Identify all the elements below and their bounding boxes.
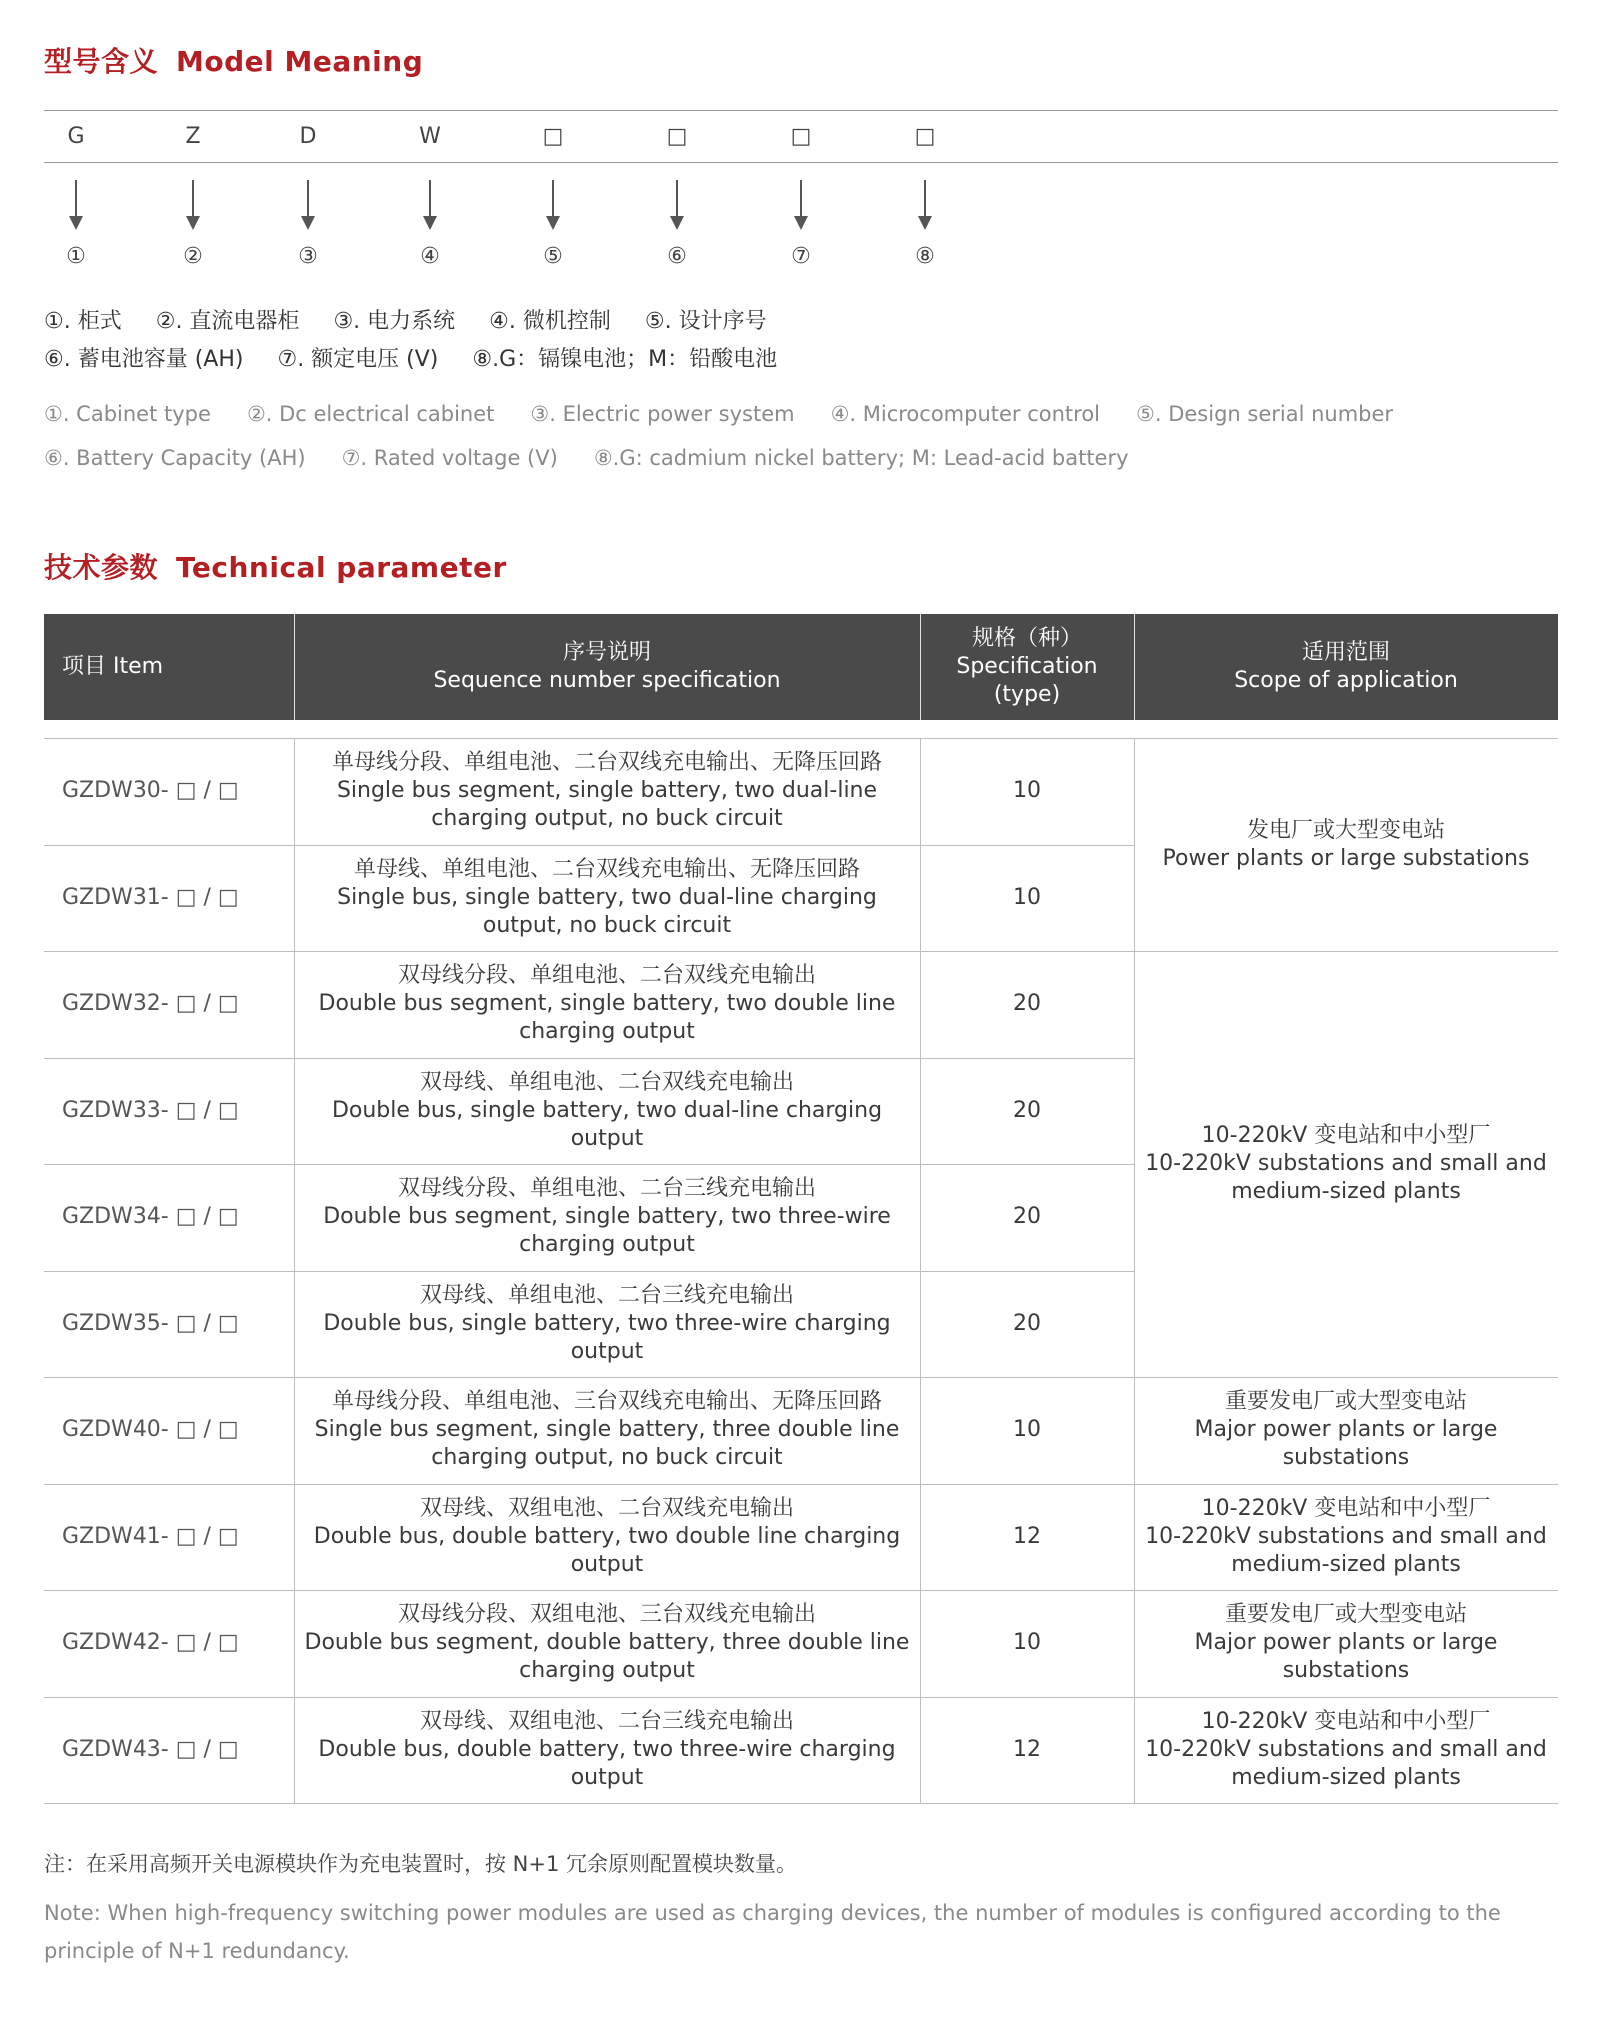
legend-cn-2: ②. 直流电器柜 [155, 309, 300, 334]
down-arrow-icon [420, 180, 440, 232]
sequence-text-cn: 双母线、单组电池、二台三线充电输出 [419, 1282, 794, 1308]
header-sequence [294, 614, 920, 720]
legend-en-row-2 [44, 446, 1165, 470]
model-code-letter: □ [914, 124, 936, 149]
legend-en-row-1 [44, 402, 1429, 426]
sequence-text-cn: 双母线、单组电池、二台双线充电输出 [419, 1069, 794, 1095]
sequence-text-en1: Double bus, double battery, two three-wire charging [318, 1736, 896, 1762]
scope-text-en1: 10-220kV substations and small and [1145, 1736, 1547, 1762]
sequence-text-en2: charging output, no buck circuit [431, 806, 783, 832]
model-code-number: ④ [420, 244, 440, 269]
sequence-text-cn: 单母线分段、单组电池、三台双线充电输出、无降压回路 [331, 1389, 882, 1415]
sequence-text-cn: 单母线分段、单组电池、二台双线充电输出、无降压回路 [331, 750, 882, 776]
model-code-letter: W [419, 124, 441, 149]
sequence-text-en1: Double bus segment, single battery, two three-wire [323, 1204, 891, 1230]
scope-text-en2: substations [1282, 1445, 1410, 1471]
scope-text-en1: Power plants or large substations [1162, 845, 1530, 871]
model-meaning-title-cn: 型号含义 [44, 45, 159, 78]
sequence-text-en2: charging output [519, 1232, 695, 1258]
cell-item: GZDW35- □ / □ [62, 1310, 239, 1336]
sequence-text-cn: 双母线分段、单组电池、二台双线充电输出 [397, 963, 816, 989]
scope-text-cn: 10-220kV 变电站和中小型厂 [1201, 1708, 1491, 1734]
cell-sequence [294, 1590, 920, 1697]
table-row [44, 1590, 1134, 1697]
cell-specification: 12 [1013, 1736, 1041, 1762]
header-scope [1134, 614, 1558, 720]
sequence-text-en1: Double bus, single battery, two three-wire charging [323, 1310, 891, 1336]
table-row [44, 1058, 1134, 1165]
scope-text-cn: 重要发电厂或大型变电站 [1224, 1602, 1467, 1628]
cell-specification: 10 [1013, 1630, 1041, 1656]
sequence-text-en1: Double bus segment, double battery, three double line [304, 1630, 910, 1656]
legend-en-5: ⑤. Design serial number [1136, 402, 1394, 426]
cell-item: GZDW41- □ / □ [62, 1523, 239, 1549]
cell-specification: 10 [1013, 884, 1041, 910]
cell-item: GZDW32- □ / □ [62, 991, 239, 1017]
table-row [44, 1377, 1134, 1484]
note-en: Note: When high-frequency switching power modules are used as charging devices, the number of modules is configured according to the principle of N+1 redundancy. [44, 1901, 1501, 1963]
cell-scope [1134, 1484, 1558, 1591]
header-item [44, 614, 294, 720]
legend-en-4: ④. Microcomputer control [830, 402, 1101, 426]
scope-text-en1: Major power plants or large [1194, 1417, 1498, 1443]
sequence-text-en1: Double bus, single battery, two dual-line charging [331, 1097, 883, 1123]
model-code-letter: Z [185, 124, 201, 149]
table-row [44, 845, 1134, 952]
legend-en-1: ①. Cabinet type [44, 402, 211, 426]
cell-sequence [294, 1058, 920, 1165]
model-code-number: ① [66, 244, 86, 269]
cell-item: GZDW31- □ / □ [62, 884, 239, 910]
cell-sequence [294, 951, 920, 1058]
table-row [44, 1164, 1134, 1271]
table-column-line [294, 738, 295, 1803]
scope-text-cn: 发电厂或大型变电站 [1246, 817, 1445, 843]
down-arrow-icon [183, 180, 203, 232]
cell-specification: 20 [1013, 991, 1041, 1017]
sequence-text-en2: output [570, 1551, 644, 1577]
legend-cn-8: ⑧.G：镉镍电池；M：铅酸电池 [472, 347, 778, 372]
model-meaning-title-en: Model Meaning [176, 45, 424, 78]
sequence-text-en1: Single bus segment, single battery, two dual-line [336, 778, 878, 804]
table-row [44, 1484, 1134, 1591]
header-spec-cn: 规格（种） [971, 626, 1082, 651]
header-specification [920, 614, 1134, 720]
legend-cn-3: ③. 电力系统 [333, 309, 456, 334]
sequence-text-en2: charging output, no buck circuit [431, 1445, 783, 1471]
cell-scope [1134, 1590, 1558, 1697]
model-code-number: ⑤ [543, 244, 563, 269]
header-item-label: 项目 Item [62, 654, 164, 679]
sequence-text-cn: 双母线分段、单组电池、二台三线充电输出 [397, 1176, 816, 1202]
down-arrow-icon [543, 180, 563, 232]
scope-text-en2: substations [1282, 1658, 1410, 1684]
legend-en-6: ⑥. Battery Capacity (AH) [44, 446, 306, 470]
scope-text-en1: 10-220kV substations and small and [1145, 1523, 1547, 1549]
header-scope-en: Scope of application [1234, 668, 1458, 693]
cell-specification: 10 [1013, 778, 1041, 804]
table-row [44, 1697, 1134, 1804]
legend-cn-5: ⑤. 设计序号 [644, 309, 767, 334]
legend-cn-row-1 [44, 304, 801, 335]
sequence-text-en1: Double bus, double battery, two double line charging [313, 1523, 901, 1549]
scope-text-en1: Major power plants or large [1194, 1630, 1498, 1656]
cell-sequence [294, 738, 920, 845]
table-row [44, 738, 1134, 845]
scope-text-en2: medium-sized plants [1231, 1764, 1461, 1790]
header-spec-en-2: (type) [993, 682, 1061, 707]
table-column-line [1134, 738, 1135, 1803]
model-code-letter: D [299, 124, 317, 149]
table-row [44, 1271, 1134, 1378]
cell-scope [1134, 1377, 1558, 1484]
legend-en-3: ③. Electric power system [530, 402, 795, 426]
cell-specification: 20 [1013, 1097, 1041, 1123]
cell-specification: 20 [1013, 1204, 1041, 1230]
cell-specification: 10 [1013, 1417, 1041, 1443]
model-meaning-title [44, 40, 423, 80]
legend-cn-4: ④. 微机控制 [489, 309, 611, 334]
divider-top [44, 110, 1558, 111]
legend-cn-row-2 [44, 342, 811, 373]
cell-item: GZDW42- □ / □ [62, 1630, 239, 1656]
header-spec-en-1: Specification [956, 654, 1098, 679]
cell-sequence [294, 1164, 920, 1271]
cell-item: GZDW34- □ / □ [62, 1204, 239, 1230]
sequence-text-cn: 双母线分段、双组电池、三台双线充电输出 [397, 1602, 816, 1628]
sequence-text-cn: 单母线、单组电池、二台双线充电输出、无降压回路 [353, 856, 860, 882]
scope-row-line [1134, 1803, 1558, 1804]
cell-scope [1134, 951, 1558, 1377]
cell-sequence [294, 1484, 920, 1591]
sequence-text-en1: Single bus segment, single battery, three double line [314, 1417, 900, 1443]
cell-sequence [294, 845, 920, 952]
model-code-letter: G [67, 124, 85, 149]
cell-sequence [294, 1271, 920, 1378]
scope-text-en1: 10-220kV substations and small and [1145, 1151, 1547, 1176]
sequence-text-cn: 双母线、双组电池、二台双线充电输出 [419, 1495, 794, 1521]
legend-cn-7: ⑦. 额定电压 (V) [277, 347, 439, 372]
scope-text-cn: 10-220kV 变电站和中小型厂 [1201, 1495, 1491, 1521]
scope-text-cn: 重要发电厂或大型变电站 [1224, 1389, 1467, 1415]
down-arrow-icon [667, 180, 687, 232]
table-column-line [920, 738, 921, 1803]
cell-item: GZDW43- □ / □ [62, 1736, 239, 1762]
divider-code [44, 162, 1558, 163]
scope-text-en2: medium-sized plants [1231, 1179, 1461, 1204]
cell-item: GZDW40- □ / □ [62, 1417, 239, 1443]
model-code-letter: □ [790, 124, 812, 149]
note-cn: 注：在采用高频开关电源模块作为充电装置时，按 N+1 冗余原则配置模块数量。 [44, 1852, 798, 1876]
table-row [44, 951, 1134, 1058]
sequence-text-en1: Double bus segment, single battery, two double line [318, 991, 896, 1017]
down-arrow-icon [66, 180, 86, 232]
cell-specification: 20 [1013, 1310, 1041, 1336]
cell-sequence [294, 1377, 920, 1484]
header-sequence-en: Sequence number specification [433, 668, 781, 693]
legend-cn-6: ⑥. 蓄电池容量 (AH) [44, 347, 244, 372]
down-arrow-icon [915, 180, 935, 232]
technical-parameter-title [44, 546, 507, 586]
legend-en-8: ⑧.G: cadmium nickel battery; M: Lead-acid battery [593, 446, 1129, 470]
model-code-letter: □ [666, 124, 688, 149]
technical-parameter-title-en: Technical parameter [176, 551, 507, 584]
model-code-number: ⑥ [667, 244, 687, 269]
model-code-letter: □ [542, 124, 564, 149]
model-code-number: ⑦ [791, 244, 811, 269]
down-arrow-icon [298, 180, 318, 232]
cell-scope [1134, 1697, 1558, 1804]
model-code-number: ② [183, 244, 203, 269]
legend-en-7: ⑦. Rated voltage (V) [341, 446, 558, 470]
scope-text-en2: medium-sized plants [1231, 1551, 1461, 1577]
sequence-text-en2: charging output [519, 1658, 695, 1684]
cell-item: GZDW30- □ / □ [62, 778, 239, 804]
sequence-text-en2: output [570, 1125, 644, 1151]
cell-specification: 12 [1013, 1523, 1041, 1549]
sequence-text-en2: output [570, 1338, 644, 1364]
cell-scope [1134, 738, 1558, 951]
technical-parameter-title-cn: 技术参数 [44, 551, 159, 584]
sequence-text-en1: Single bus, single battery, two dual-line charging [337, 884, 877, 910]
header-scope-cn: 适用范围 [1301, 640, 1390, 665]
sequence-text-en2: output, no buck circuit [482, 912, 732, 938]
cell-sequence [294, 1697, 920, 1804]
table-header [44, 614, 1558, 720]
sequence-text-cn: 双母线、双组电池、二台三线充电输出 [419, 1708, 794, 1734]
scope-text-cn: 10-220kV 变电站和中小型厂 [1201, 1123, 1491, 1148]
down-arrow-icon [791, 180, 811, 232]
model-code-number: ⑧ [915, 244, 935, 269]
header-sequence-cn: 序号说明 [562, 640, 651, 665]
sequence-text-en2: charging output [519, 1019, 695, 1045]
legend-en-2: ②. Dc electrical cabinet [246, 402, 495, 426]
cell-item: GZDW33- □ / □ [62, 1097, 239, 1123]
model-code-number: ③ [298, 244, 318, 269]
table-row-line [44, 1803, 1134, 1804]
legend-cn-1: ①. 柜式 [44, 309, 122, 334]
sequence-text-en2: output [570, 1764, 644, 1790]
